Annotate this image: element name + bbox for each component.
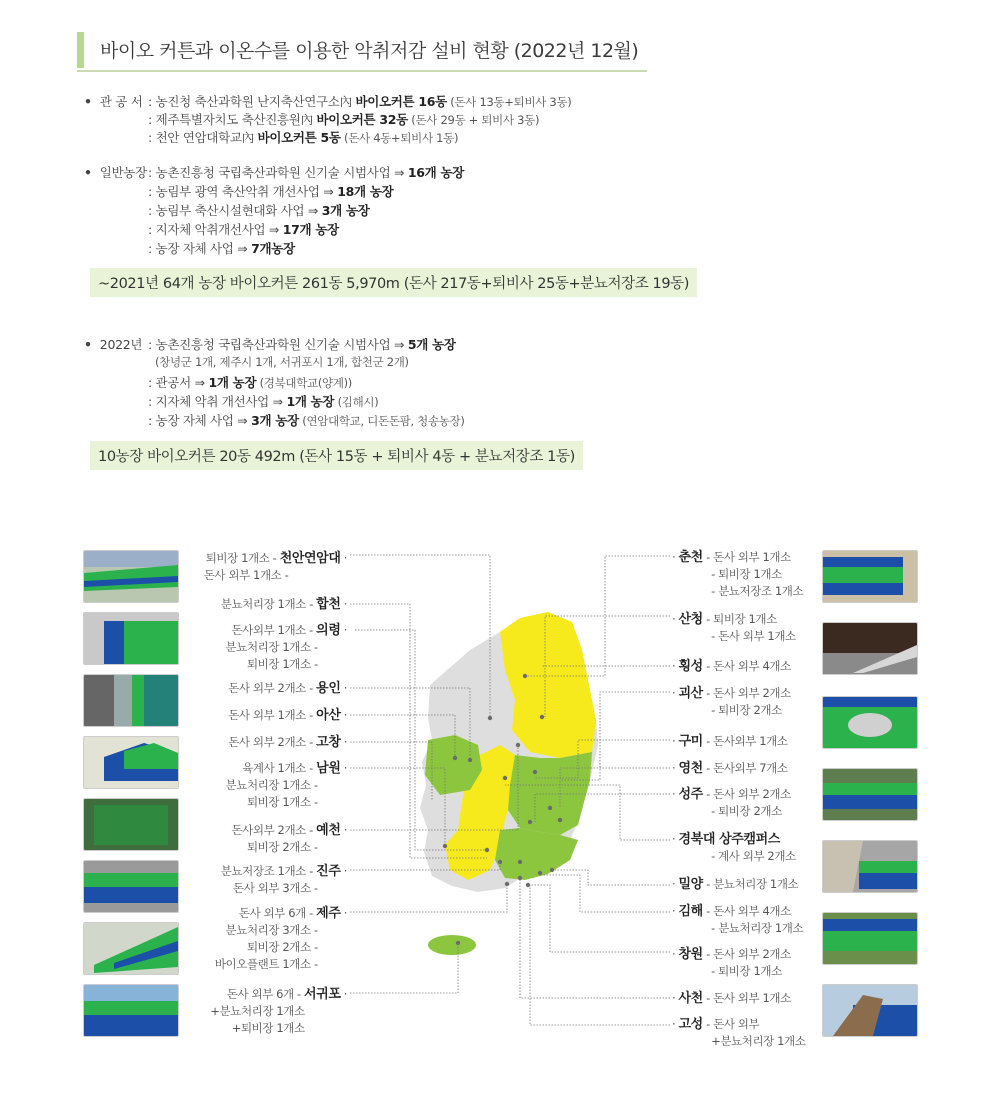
y2022-item-2: : 관공서 ⇒ 1개 농장 (경북대학교(양계)) bbox=[148, 375, 352, 390]
farm-item-1: : 농림부 광역 축산악취 개선사업 ⇒ 18개 농장 bbox=[148, 184, 394, 199]
right-label-10: · 창원 - 돈사 외부 2개소 - 퇴비장 1개소 bbox=[672, 947, 791, 978]
summary-2021: ~2021년 64개 농장 바이오커튼 261동 5,970m (돈사 217동+퇴비사 25동+분뇨저장조 19동) bbox=[90, 268, 697, 297]
y2022-label: 2022년 bbox=[99, 337, 143, 352]
right-label-11: · 사천 - 돈사 외부 1개소 bbox=[672, 991, 791, 1006]
right-label-0: · 춘천 - 돈사 외부 1개소 - 퇴비장 1개소 - 분뇨저장조 1개소 bbox=[672, 550, 804, 598]
right-label-3: · 괴산 - 돈사 외부 2개소 - 퇴비장 2개소 bbox=[672, 686, 791, 717]
photo-right-2 bbox=[822, 622, 918, 675]
page-title: 바이오 커튼과 이온수를 이용한 악취저감 설비 현황 (2022년 12월) bbox=[100, 40, 639, 62]
photo-left-4 bbox=[83, 736, 179, 789]
right-label-12: · 고성 - 돈사 외부 +분뇨처리장 1개소 bbox=[672, 1017, 806, 1048]
y2022-item-0: : 농촌진흥청 국립축산과학원 신기술 시범사업 ⇒ 5개 농장 bbox=[148, 337, 456, 352]
y2022-item-4: : 농장 자체 사업 ⇒ 3개 농장 (연암대학교, 디돈돈팜, 청송농장) bbox=[148, 413, 465, 428]
left-label-7: 돈사외부 2개소 - 예천 · 퇴비장 2개소 - bbox=[231, 823, 347, 854]
photo-left-6 bbox=[83, 860, 179, 913]
photo-right-4 bbox=[822, 768, 918, 821]
photo-left-8 bbox=[83, 984, 179, 1037]
y2022-item-1: (창녕군 1개, 제주시 1개, 서귀포시 1개, 합천군 2개) bbox=[155, 355, 409, 369]
left-label-5: 돈사 외부 2개소 - 고창 · bbox=[228, 735, 347, 750]
farm-item-3: : 지자체 악취개선사업 ⇒ 17개 농장 bbox=[148, 222, 339, 237]
right-label-4: · 구미 - 돈사외부 1개소 bbox=[672, 734, 788, 749]
gov-label: 관 공 서 bbox=[99, 94, 143, 109]
left-label-4: 돈사 외부 1개소 - 아산 · bbox=[228, 708, 347, 723]
right-label-1: · 산청 - 퇴비장 1개소 - 돈사 외부 1개소 bbox=[672, 612, 796, 643]
right-label-5: · 영천 - 돈사외부 7개소 bbox=[672, 761, 788, 776]
map-green-gyeongbuk bbox=[508, 752, 592, 835]
gov-item-2: : 천안 연암대학교內 바이오커튼 5동 (돈사 4동+퇴비사 1동) bbox=[148, 130, 459, 145]
right-label-6: · 성주 - 돈사 외부 2개소 - 퇴비장 2개소 bbox=[672, 787, 791, 818]
gov-label-row: • 관 공 서 bbox=[84, 94, 143, 109]
summary-2022: 10농장 바이오커튼 20동 492m (돈사 15동 + 퇴비사 4동 + 분뇨저장조 1동) bbox=[90, 441, 583, 470]
right-label-8: · 밀양 - 분뇨처리장 1개소 bbox=[672, 877, 799, 892]
y2022-label-row: • 2022년 bbox=[84, 337, 143, 352]
photo-right-5 bbox=[822, 840, 918, 893]
right-label-2: · 횡성 - 돈사 외부 4개소 bbox=[672, 659, 791, 674]
photo-right-6 bbox=[822, 912, 918, 965]
right-label-7: · 경북대 상주캠퍼스 - 계사 외부 2개소 bbox=[672, 832, 796, 863]
photo-right-1 bbox=[822, 550, 918, 603]
photo-left-2 bbox=[83, 612, 179, 665]
left-label-10: 돈사 외부 6개 - 서귀포 · +분뇨처리장 1개소 +퇴비장 1개소 bbox=[210, 987, 347, 1035]
left-label-2: 돈사외부 1개소 - 의령 · 분뇨처리장 1개소 - 퇴비장 1개소 - bbox=[225, 623, 347, 671]
farm-item-2: : 농림부 축산시설현대화 사업 ⇒ 3개 농장 bbox=[148, 203, 370, 218]
photo-right-3 bbox=[822, 696, 918, 749]
left-label-9: 돈사 외부 6개 - 제주 · 분뇨처리장 3개소 - 퇴비장 2개소 - 바이오플랜트 1개소 - bbox=[214, 906, 347, 971]
photo-left-3 bbox=[83, 674, 179, 727]
left-label-3: 돈사 외부 2개소 - 용인 · bbox=[228, 681, 347, 696]
farm-item-0: : 농촌진흥청 국립축산과학원 신기술 시범사업 ⇒ 16개 농장 bbox=[148, 165, 465, 180]
farm-item-4: : 농장 자체 사업 ⇒ 7개농장 bbox=[148, 241, 295, 256]
farm-label-row: • 일반농장 bbox=[84, 165, 147, 180]
photo-left-1 bbox=[83, 550, 179, 603]
right-label-9: · 김해 - 돈사 외부 4개소 - 분뇨처리장 1개소 bbox=[672, 904, 804, 935]
title-accent-bar bbox=[77, 32, 84, 68]
left-label-1: 분뇨처리장 1개소 - 합천 · bbox=[220, 597, 347, 612]
y2022-item-3: : 지자체 악취 개선사업 ⇒ 1개 농장 (김해시) bbox=[148, 394, 379, 409]
photo-right-7 bbox=[822, 984, 918, 1037]
photo-left-5 bbox=[83, 798, 179, 851]
gov-item-0: : 농진청 축산과학원 난지축산연구소內 바이오커튼 16동 (돈사 13동+퇴비사 3동) bbox=[148, 94, 572, 109]
map-jeju bbox=[428, 935, 476, 955]
photo-left-7 bbox=[83, 922, 179, 975]
left-label-0: 퇴비장 1개소 - 천안연암대 · 돈사 외부 1개소 - bbox=[203, 551, 347, 582]
farm-label: 일반농장 bbox=[99, 165, 147, 180]
left-label-8: 분뇨저장조 1개소 - 진주 · 돈사 외부 3개소 - bbox=[220, 864, 347, 895]
left-label-6: 육계사 1개소 - 남원 · 분뇨처리장 1개소 - 퇴비장 1개소 - bbox=[225, 761, 347, 809]
gov-item-1: : 제주특별자치도 축산진흥원內 바이오커튼 32동 (돈사 29동 + 퇴비사 3동) bbox=[148, 112, 540, 127]
